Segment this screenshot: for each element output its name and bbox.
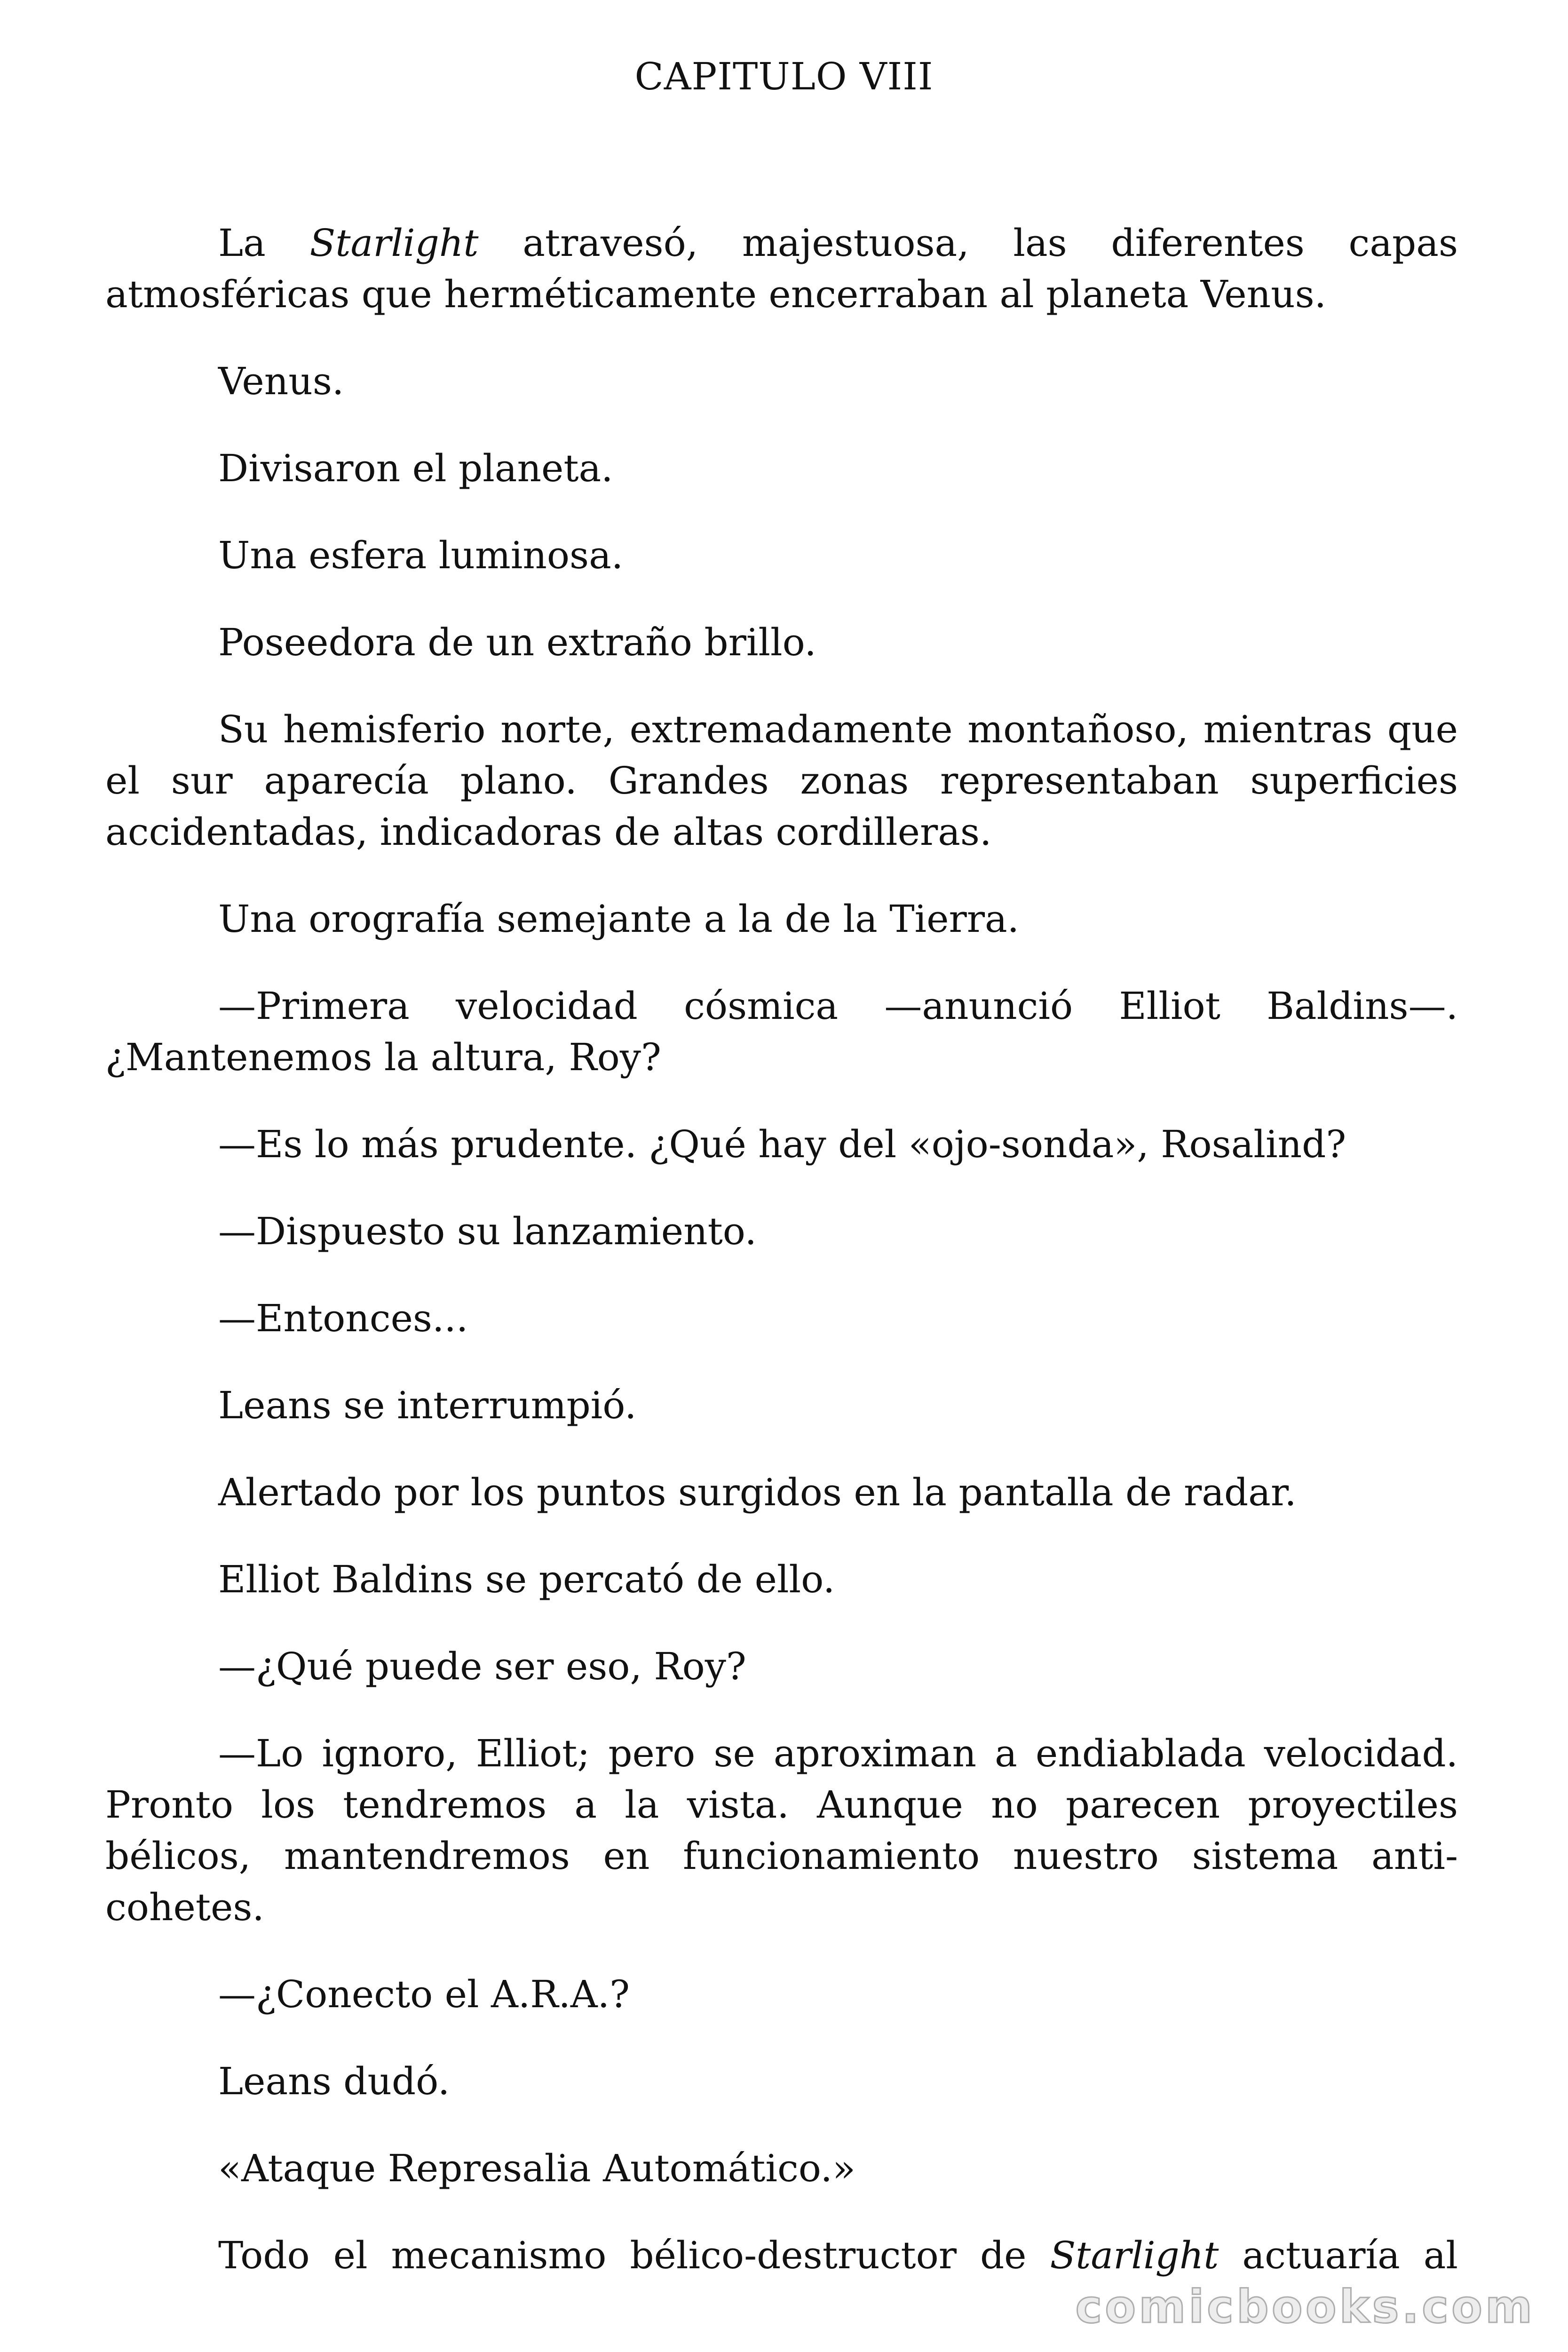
text-segment: Elliot Baldins se percató de ello. <box>218 1557 835 1601</box>
paragraph <box>105 1119 1458 1170</box>
paragraph <box>105 1206 1458 1257</box>
text-segment: actuaría al <box>1219 2233 1458 2277</box>
paragraph <box>105 217 1458 320</box>
paragraph <box>105 1293 1458 1344</box>
body-text <box>105 217 1458 2281</box>
paragraph <box>105 2143 1458 2194</box>
text-segment: —Dispuesto su lanzamiento. <box>218 1209 757 1253</box>
paragraph <box>105 2056 1458 2107</box>
italic-text: Starlight <box>1050 2233 1219 2277</box>
paragraph <box>105 704 1458 858</box>
paragraph <box>105 617 1458 668</box>
text-segment: Poseedora de un extraño brillo. <box>218 620 816 664</box>
chapter-title: CAPITULO VIII <box>634 55 934 98</box>
text-segment: —¿Conecto el A.R.A.? <box>218 1972 630 2016</box>
paragraph <box>105 1554 1458 1605</box>
text-segment: Leans dudó. <box>218 2059 450 2103</box>
paragraph <box>105 1641 1458 1692</box>
text-segment: Alertado por los puntos surgidos en la pantalla de radar. <box>218 1470 1297 1514</box>
paragraph <box>105 1728 1458 1933</box>
paragraph <box>105 443 1458 494</box>
text-segment: La <box>218 221 310 265</box>
paragraph <box>105 1380 1458 1431</box>
paragraph <box>105 530 1458 581</box>
paragraph <box>105 1467 1458 1518</box>
paragraph <box>105 980 1458 1083</box>
text-segment: Una esfera luminosa. <box>218 533 624 577</box>
text-segment: —Entonces... <box>218 1296 468 1340</box>
paragraph <box>105 2230 1458 2281</box>
text-segment: —¿Qué puede ser eso, Roy? <box>218 1645 746 1688</box>
paragraph <box>105 1969 1458 2020</box>
text-segment: Su hemisferio norte, extremadamente montañoso, mientras que el sur aparecía plano. Grandes zonas representaban superficies accidentadas, indicadoras de altas cordilleras. <box>105 707 1458 854</box>
text-segment: Venus. <box>218 359 344 403</box>
text-segment: «Ataque Represalia Automático.» <box>218 2146 855 2190</box>
watermark-logo: comicbooks.com <box>1075 2280 1535 2333</box>
text-segment: —Es lo más prudente. ¿Qué hay del «ojo-sonda», Rosalind? <box>218 1122 1346 1166</box>
text-segment: —Primera velocidad cósmica —anunció Elliot Baldins—. ¿Mantenemos la altura, Roy? <box>105 984 1458 1079</box>
text-segment: Una orografía semejante a la de la Tierra. <box>218 897 1020 941</box>
text-segment: Divisaron el planeta. <box>218 446 613 490</box>
italic-text: Starlight <box>309 221 479 265</box>
paragraph <box>105 893 1458 945</box>
text-segment: —Lo ignoro, Elliot; pero se aproximan a endiablada velocidad. Pronto los tendremos a la vista. Aunque no parecen proyectiles bélicos, mantendremos en funcionamiento nuestro sistema anti-cohetes. <box>105 1732 1458 1929</box>
text-segment: Leans se interrumpió. <box>218 1383 637 1427</box>
text-segment: atravesó, majestuosa, las diferentes capas atmosféricas que herméticamente encerraban al planeta Venus. <box>105 221 1458 316</box>
text-segment: Todo el mecanismo bélico-destructor de <box>218 2233 1050 2277</box>
paragraph <box>105 356 1458 407</box>
